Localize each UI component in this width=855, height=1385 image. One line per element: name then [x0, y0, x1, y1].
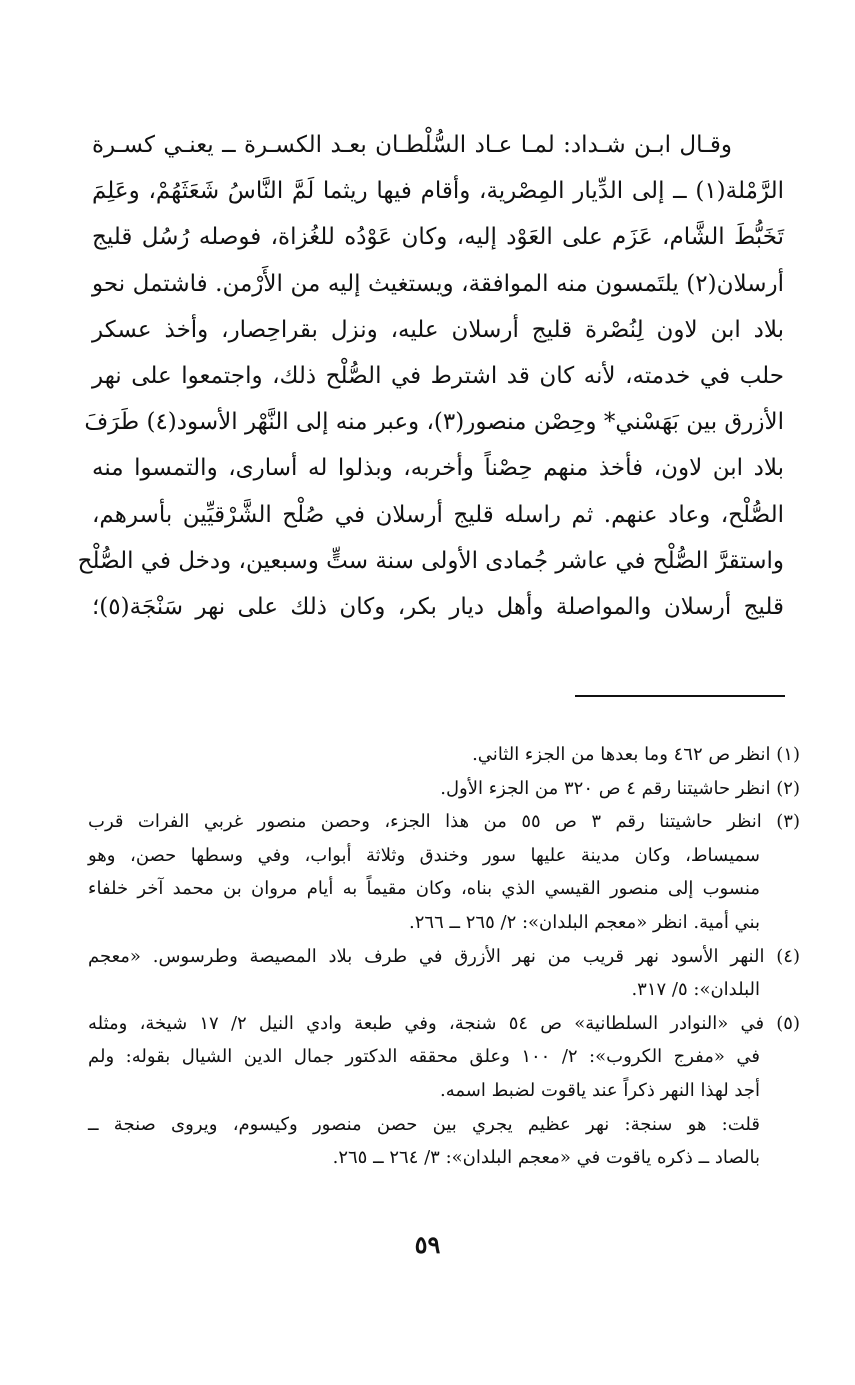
main-text-line: قليج أرسلان والمواصلة وأهل ديار بكر، وكان ذلك على نهر سَنْجَة(٥)؛: [92, 593, 784, 620]
main-text-line: أرسلان(٢) يلتَمسون منه الموافقة، ويستغيث إليه من الأَرْمن. فاشتمل نحو: [92, 270, 784, 297]
footnote-2: (٢) انظر حاشيتنا رقم ٤ ص ٣٢٠ من الجزء الأول.: [440, 777, 800, 799]
main-text-block: [77, 122, 784, 630]
footnote-5-continued: أجد لهذا النهر ذكراً عند ياقوت لضبط اسمه.: [440, 1079, 760, 1101]
main-text-line: الرَّمْلة(١) ــ إلى الدِّيار المِصْرية، وأقام فيها ريثما لَمَّ النَّاسُ شَعَثَهُمْ، وعَلِمَ: [92, 178, 784, 205]
footnote-4-continued: البلدان»: ٥/ ٣١٧.: [631, 979, 760, 1001]
footnote-3: (٣) انظر حاشيتنا رقم ٣ ص ٥٥ من هذا الجزء، وحصن منصور غربي الفرات قرب: [88, 811, 800, 833]
main-text-line: الأزرق بين بَهَسْني* وحِصْن منصور(٣)، وعبر منه إلى النَّهْر الأسود(٤) طَرَفَ: [84, 409, 784, 436]
main-text-line: وقـال ابـن شـداد: لمـا عـاد السُّلْطـان بعـد الكسـرة ــ يعنـي كسـرة: [92, 132, 732, 158]
footnote-separator: [575, 695, 785, 697]
footnote-4: (٤) النهر الأسود نهر قريب من نهر الأزرق في طرف بلاد المصيصة وطرسوس. «معجم: [88, 945, 800, 967]
footnote-5: (٥) في «النوادر السلطانية» ص ٥٤ شنجة، وفي طبعة وادي النيل ٢/ ١٧ شيخة، ومثله: [88, 1012, 800, 1034]
page-number: ٥٩: [414, 1230, 441, 1259]
main-text-line: بلاد ابن لاون، فأخذ منهم حِصْناً وأخربه، وبذلوا له أسارى، والتمسوا منه: [92, 455, 784, 482]
footnote-3-continued: سميساط، وكان مدينة عليها سور وخندق وثلاثة أبواب، وفي وسطها حصن، وهو: [88, 844, 760, 866]
main-text-line: بلاد ابن لاون لِنُصْرة قليج أرسلان عليه، ونزل بقراحِصار، وأخذ عسكر: [92, 316, 784, 343]
main-text-line: واستقرَّ الصُّلْح في عاشر جُمادى الأولى سنة ستٍّ وسبعين، ودخل في الصُّلْح: [77, 547, 784, 574]
footnote-5-remark: قلت: هو سنجة: نهر عظيم يجري بين حصن منصور وكيسوم، ويروى صنجة ــ: [88, 1113, 760, 1135]
footnote-5-continued: في «مفرج الكروب»: ٢/ ١٠٠ وعلق محققه الدكتور جمال الدين الشيال بقوله: ولم: [88, 1046, 760, 1068]
footnote-1: (١) انظر ص ٤٦٢ وما بعدها من الجزء الثاني.: [472, 744, 800, 765]
footnote-5-remark: بالصاد ــ ذكره ياقوت في «معجم البلدان»: ٣/ ٢٦٤ ــ ٢٦٥.: [332, 1147, 760, 1169]
main-text-line: حلب في خدمته، لأنه كان قد اشترط في الصُّلْح ذلك، واجتمعوا على نهر: [92, 362, 784, 389]
main-text-line: الصُّلْح، وعاد عنهم. ثم راسله قليج أرسلان في صُلْح الشَّرْقيِّين بأسرهم،: [92, 501, 784, 528]
main-text-line: تَخَبُّطَ الشَّام، عَزَم على العَوْد إليه، وكان عَوْدُه للغُزاة، فوصله رُسُل قليج: [92, 224, 784, 251]
footnote-3-continued: بني أمية. انظر «معجم البلدان»: ٢/ ٢٦٥ ــ ٢٦٦.: [409, 911, 760, 933]
footnote-3-continued: منسوب إلى منصور القيسي الذي بناه، وكان مقيماً به أيام مروان بن محمد آخر خلفاء: [88, 878, 760, 900]
footnotes-block: [88, 738, 800, 1175]
